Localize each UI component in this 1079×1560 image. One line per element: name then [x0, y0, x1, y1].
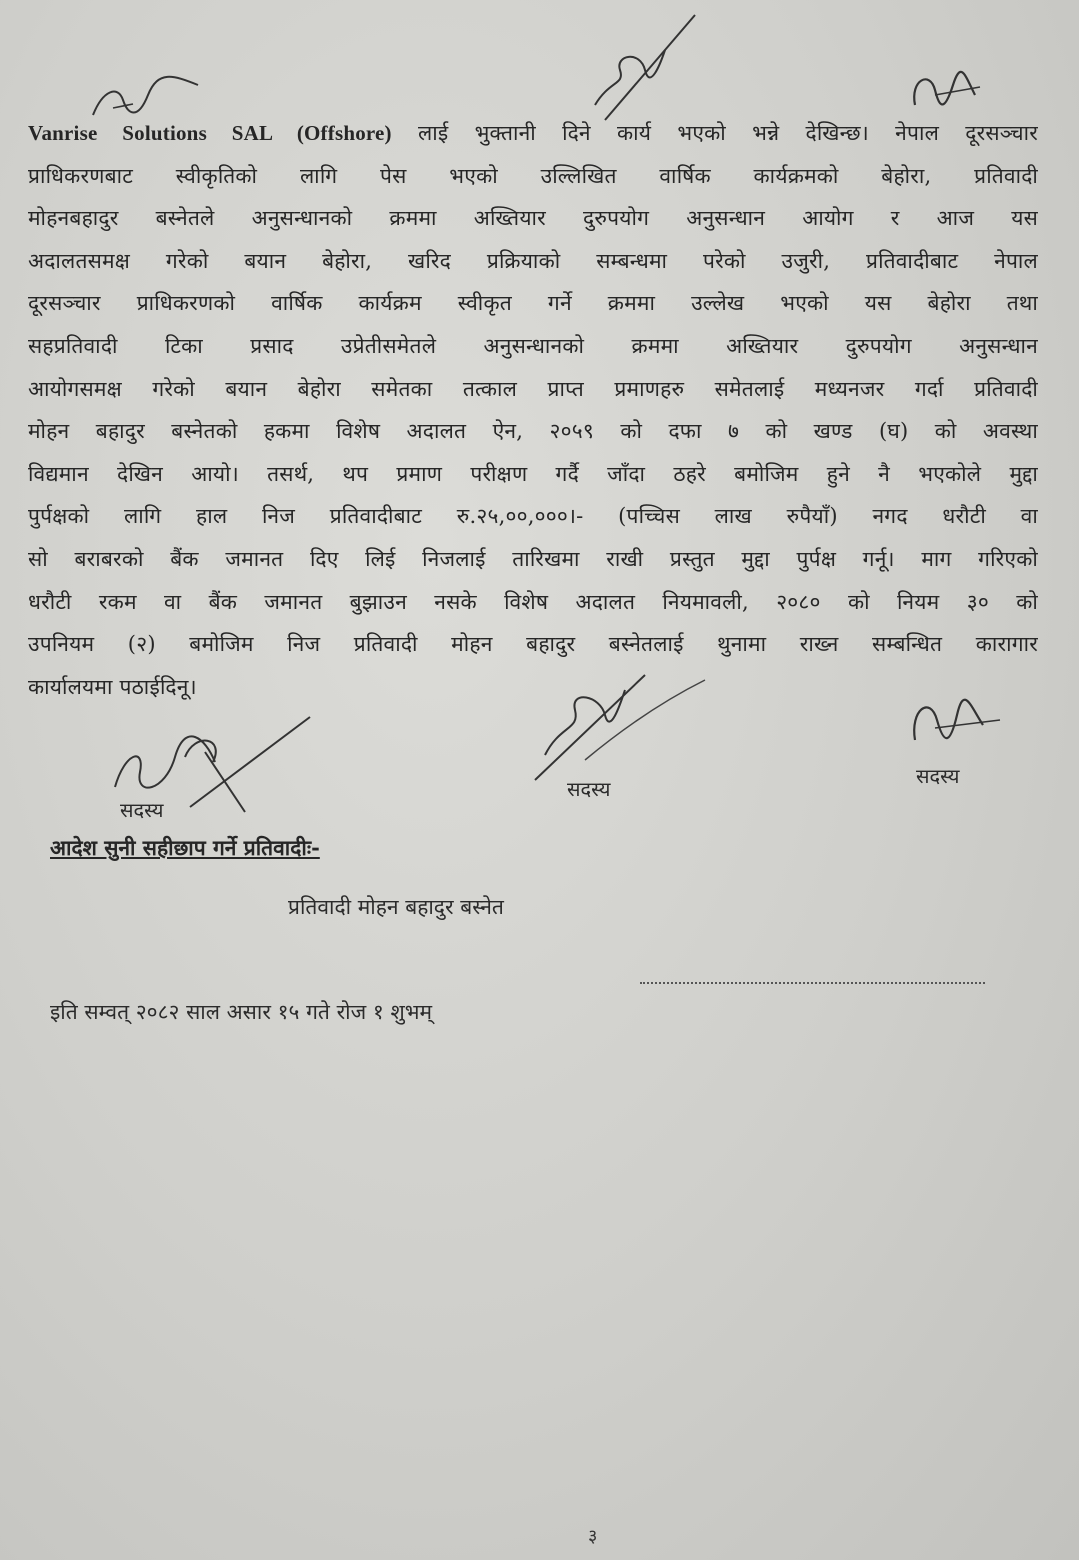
text-line-8: मोहन बहादुर बस्नेतको हकमा विशेष अदालत ऐन, २०५९ को दफा ७ को खण्ड (घ) को अवस्था: [28, 419, 1038, 444]
member-label-left: सदस्य: [120, 798, 164, 822]
text-line-3: मोहनबहादुर बस्नेतले अनुसन्धानको क्रममा अख्तियार दुरुपयोग अनुसन्धान आयोग र आज यस: [28, 206, 1038, 231]
member-label-center: सदस्य: [567, 777, 611, 801]
signature-top-right: [905, 65, 985, 115]
order-acknowledgement-heading: आदेश सुनी सहीछाप गर्ने प्रतिवादीः-: [50, 835, 320, 860]
text-line-7: आयोगसमक्ष गरेको बयान बेहोरा समेतका तत्काल प्राप्त प्रमाणहरु समेतलाई मध्यनजर गर्दा प्रतिवादी: [28, 376, 1038, 401]
text-line-2: प्राधिकरणबाट स्वीकृतिको लागि पेस भएको उल्लिखित वार्षिक कार्यक्रमको बेहोरा, प्रतिवादी: [28, 163, 1038, 188]
text-line-1: Vanrise Solutions SAL (Offshore) लाई भुक्तानी दिने कार्य भएको भन्ने देखिन्छ। नेपाल दूरसञ्चार: [28, 121, 1038, 145]
text-line-11: सो बराबरको बैंक जमानत दिए लिई निजलाई तारिखमा राखी प्रस्तुत मुद्दा पुर्पक्ष गर्नू। माग गरिएको: [28, 546, 1038, 571]
text-line-13: उपनियम (२) बमोजिम निज प्रतिवादी मोहन बहादुर बस्नेतलाई थुनामा राख्न सम्बन्धित कारागार: [28, 632, 1038, 657]
member-label-right: सदस्य: [916, 764, 960, 788]
text-line-6: सहप्रतिवादी टिका प्रसाद उप्रेतीसमेतले अनुसन्धानको क्रममा अख्तियार दुरुपयोग अनुसन्धान: [28, 333, 1038, 358]
signature-member-center: [525, 665, 715, 785]
text-line-14: कार्यालयमा पठाईदिनू।: [28, 674, 197, 699]
signature-member-right: [905, 690, 1005, 750]
text-line-9: विद्यमान देखिन आयो। तसर्थ, थप प्रमाण परीक्षण गर्दै जाँदा ठहरे बमोजिम हुने नै भएकोले मुद्दा: [28, 461, 1038, 486]
text-line-5: दूरसञ्चार प्राधिकरणको वार्षिक कार्यक्रम स्वीकृत गर्ने क्रममा उल्लेख भएको यस बेहोरा तथा: [28, 291, 1038, 316]
order-body: [28, 112, 1038, 708]
text-line-12: धरौटी रकम वा बैंक जमानत बुझाउन नसके विशेष अदालत नियमावली, २०८० को नियम ३० को: [28, 589, 1038, 614]
defendant-name: प्रतिवादी मोहन बहादुर बस्नेत: [288, 895, 504, 919]
text-line-10: पुर्पक्षको लागि हाल निज प्रतिवादीबाट रु.२५,००,०००।- (पच्चिस लाख रुपैयाँ) नगद धरौटी वा: [28, 504, 1038, 529]
page-number: ३: [588, 1526, 598, 1547]
date-dotted-line: [640, 982, 985, 984]
text-line-4: अदालतसमक्ष गरेको बयान बेहोरा, खरिद प्रक्रियाको सम्बन्धमा परेको उजुरी, प्रतिवादीबाट नेपाल: [28, 248, 1038, 273]
date-line: इति सम्वत् २०८२ साल असार १५ गते रोज १ शुभम्: [50, 1000, 433, 1024]
signature-top-center: [585, 10, 705, 125]
company-name: Vanrise Solutions SAL (Offshore): [28, 121, 392, 145]
